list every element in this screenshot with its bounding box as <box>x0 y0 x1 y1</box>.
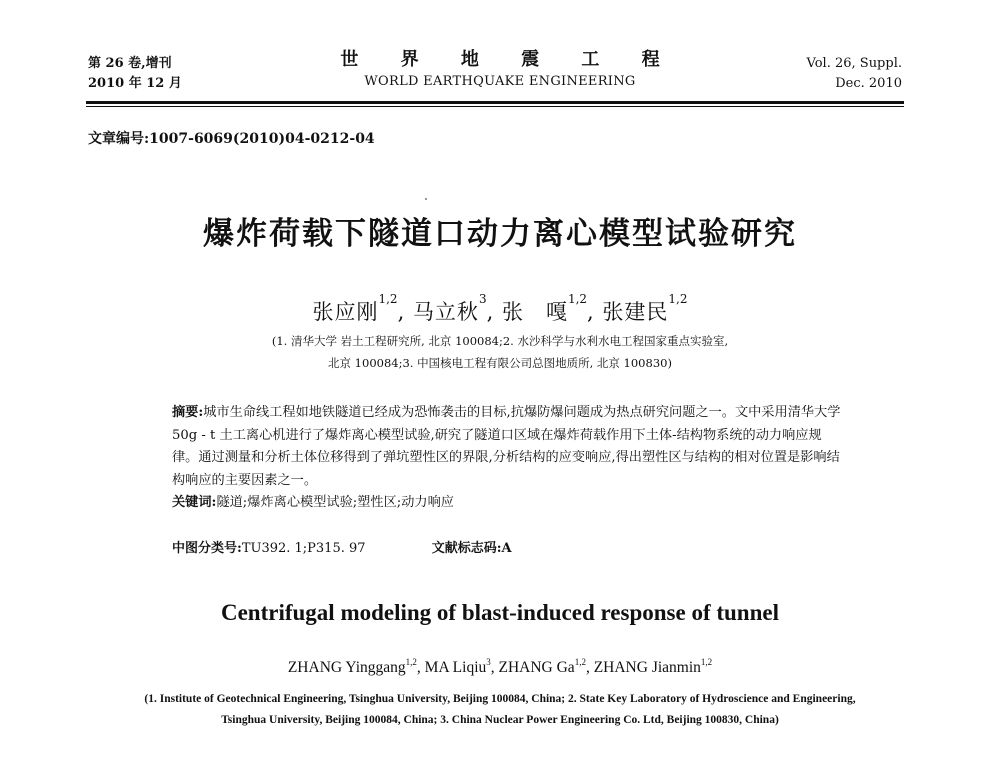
journal-name-en: WORLD EARTHQUAKE ENGINEERING <box>364 74 636 89</box>
affiliations-en-line2: Tsinghua University, Beijing 100084, China; 3. China Nuclear Power Engineering Co. Ltd, Beijing 100830, China) <box>221 714 779 726</box>
author-en: MA Liqiu <box>424 659 487 676</box>
affiliations-cn-line2: 北京 100084;3. 中国核电工程有限公司总图地质所, 北京 100830) <box>328 356 672 370</box>
author-sep: , <box>416 659 425 676</box>
keywords-paragraph <box>172 492 842 515</box>
author-sep: , <box>587 300 595 324</box>
author-cn: 张建民 <box>602 300 669 324</box>
author-affil-sup: 1,2 <box>668 292 688 306</box>
header-date-cn: 2010 年 12 月 <box>88 76 182 91</box>
header-rule-thick <box>86 101 904 104</box>
authors-cn <box>0 292 1000 326</box>
authors-en <box>0 659 1000 677</box>
doc-code-value: A <box>501 541 512 556</box>
author-affil-sup: 3 <box>478 292 487 306</box>
abstract-label: 摘要: <box>172 405 204 420</box>
keywords-text: 隧道;爆炸离心模型试验;塑性区;动力响应 <box>216 495 454 510</box>
author-affil-sup: 1,2 <box>405 657 417 667</box>
header-volume-info-en <box>807 54 902 94</box>
header-volume-en: Vol. 26, Suppl. <box>806 56 902 71</box>
author-en: ZHANG Jianmin <box>593 659 701 676</box>
author-affil-sup: 1,2 <box>378 292 398 306</box>
clc-value: TU392. 1;P315. 97 <box>241 541 366 556</box>
author-sep: , <box>490 659 499 676</box>
author-affil-sup: 1,2 <box>567 292 588 306</box>
author-affil-sup: 3 <box>486 657 491 667</box>
author-sep: , <box>585 659 594 676</box>
journal-name-cn: 世 界 地 震 工 程 <box>340 49 678 70</box>
author-sep: , <box>486 300 495 324</box>
doc-code-item <box>432 541 512 556</box>
author-en: ZHANG Ga <box>498 659 575 676</box>
scan-speck <box>425 198 427 200</box>
affiliations-cn-line1: (1. 清华大学 岩土工程研究所, 北京 100084;2. 水沙科学与水利水电工程国家重点实验室, <box>271 334 729 348</box>
author-cn: 马立秋 <box>412 300 479 324</box>
clc-label: 中图分类号: <box>172 541 242 556</box>
keywords-label: 关键词: <box>172 495 217 510</box>
header-date-en: Dec. 2010 <box>835 76 902 91</box>
author-affil-sup: 1,2 <box>700 657 713 667</box>
author-sep: , <box>397 300 406 324</box>
author-cn: 张 嘎 <box>501 300 568 324</box>
classification-row <box>172 537 512 556</box>
doc-code-label: 文献标志码: <box>431 541 502 556</box>
abstract-block <box>172 402 842 515</box>
author-en: ZHANG Yinggang <box>287 659 406 676</box>
affiliations-en-line1: (1. Institute of Geotechnical Engineering, Tsinghua University, Beijing 100084, China; 2. State Key Laboratory of Hydroscience and Engineering, <box>144 693 856 705</box>
clc-item <box>172 541 366 556</box>
paper-title-en: Centrifugal modeling of blast-induced response of tunnel <box>220 600 779 625</box>
author-cn: 张应刚 <box>312 300 379 324</box>
abstract-text: 城市生命线工程如地铁隧道已经成为恐怖袭击的目标,抗爆防爆问题成为热点研究问题之一。文中采用清华大学 50g - t 土工离心机进行了爆炸离心模型试验,研究了隧道口区域在爆炸荷载作用下土体-结构物系统的动力响应规律。通过测量和分析土体位移得到了弹坑塑性区的界限,分析结构的应变响应,得出塑性区与结构的相对位置是影响结构响应的主要因素之一。 <box>172 405 841 488</box>
paper-title-cn: 爆炸荷载下隧道口动力离心模型试验研究 <box>203 216 797 252</box>
header-rule-thin <box>86 106 904 107</box>
article-number: 文章编号:1007-6069(2010)04-0212-04 <box>88 131 375 147</box>
abstract-paragraph <box>172 402 842 492</box>
author-affil-sup: 1,2 <box>574 657 586 667</box>
header-volume: 第 26 卷,增刊 <box>88 56 172 71</box>
